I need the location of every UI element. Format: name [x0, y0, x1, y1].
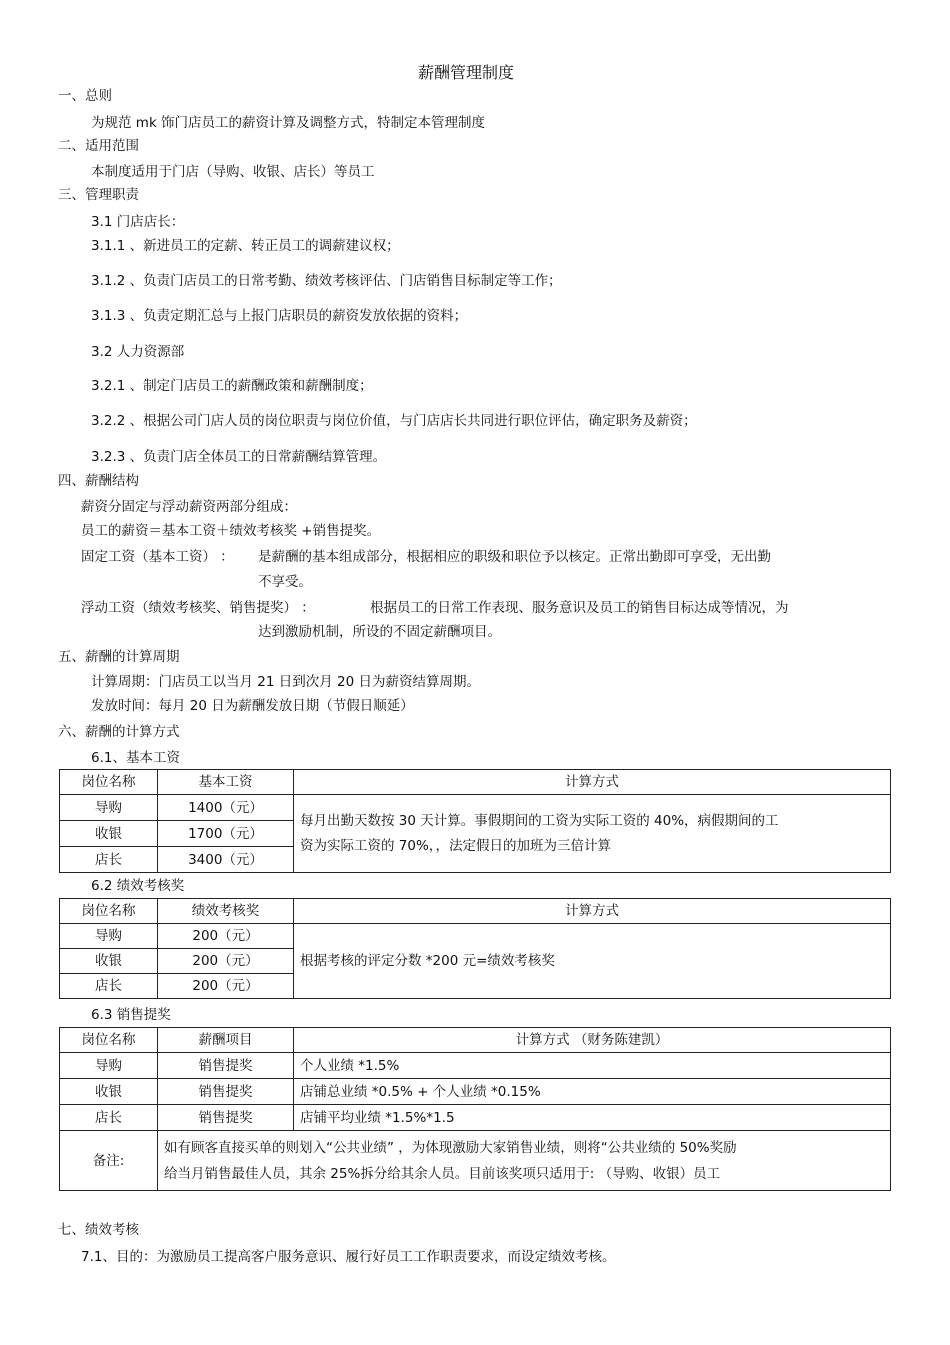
position-cell: 收银: [60, 1079, 158, 1105]
header-cell: 计算方式: [294, 899, 891, 924]
position-cell: 店长: [60, 1105, 158, 1131]
header-cell: 基本工资: [158, 770, 294, 795]
calc-method-cell: 个人业绩 *1.5%: [294, 1053, 891, 1079]
item-cell: 销售提奖: [158, 1053, 294, 1079]
note-label: 备注:: [60, 1131, 158, 1191]
fixed-wage-label: 固定工资（基本工资） ：: [81, 549, 234, 565]
floating-wage-text-2: 达到激励机制，所设的不固定薪酬项目。: [258, 624, 501, 640]
section-3-heading: 三、管理职责: [58, 187, 139, 203]
calc-method-cell: 店铺平均业绩 *1.5%*1.5: [294, 1105, 891, 1131]
table-row: [60, 1053, 891, 1079]
table-row: [60, 1079, 891, 1105]
section-3-2-2: 3.2.2 、根据公司门店人员的岗位职责与岗位价值，与门店店长共同进行职位评估，确定职务及薪资；: [91, 413, 697, 429]
section-1-heading: 一、总则: [58, 88, 112, 104]
section-1-text: 为规范 mk 饰门店员工的薪资计算及调整方式，特制定本管理制度: [91, 115, 486, 131]
section-5-heading: 五、薪酬的计算周期: [58, 649, 180, 665]
section-5-line-2: 发放时间：每月 20 日为薪酬发放日期（节假日顺延）: [91, 698, 414, 714]
section-3-2-1: 3.2.1 、制定门店员工的薪酬政策和薪酬制度；: [91, 378, 373, 394]
header-cell: 计算方式 （财务陈建凯）: [294, 1028, 891, 1053]
position-cell: 收银: [60, 949, 158, 974]
section-4-line-2: 员工的薪资＝基本工资＋绩效考核奖 +销售提奖。: [81, 523, 381, 539]
section-6-heading: 六、薪酬的计算方式: [58, 724, 180, 740]
floating-wage-text-1: 根据员工的日常工作表现、服务意识及员工的销售目标达成等情况，为: [370, 600, 789, 616]
section-3-2-3: 3.2.3 、负责门店全体员工的日常薪酬结算管理。: [91, 449, 387, 465]
table-header-row: [60, 770, 891, 795]
section-3-1-title: 3.1 门店店长：: [91, 214, 185, 230]
bonus-cell: 200（元）: [158, 949, 294, 974]
wage-cell: 1700（元）: [158, 821, 294, 847]
item-cell: 销售提奖: [158, 1079, 294, 1105]
note-row: [60, 1131, 891, 1191]
note-line: 给当月销售最佳人员，其余 25%拆分给其余人员。目前该奖项只适用于: （导购、收银）员工: [164, 1165, 721, 1182]
header-cell: 绩效考核奖: [158, 899, 294, 924]
fixed-wage-text-1: 是薪酬的基本组成部分，根据相应的职级和职位予以核定。正常出勤即可享受，无出勤: [258, 549, 771, 565]
wage-cell: 3400（元）: [158, 847, 294, 873]
section-4-heading: 四、薪酬结构: [58, 473, 139, 489]
wage-cell: 1400（元）: [158, 795, 294, 821]
calc-line: 资为实际工资的 70%，，法定假日的加班为三倍计算: [300, 837, 612, 854]
fixed-wage-text-2: 不享受。: [258, 574, 312, 590]
page-title: 薪酬管理制度: [418, 63, 515, 82]
position-cell: 店长: [60, 847, 158, 873]
section-3-1-1: 3.1.1 、新进员工的定薪、转正员工的调薪建议权；: [91, 238, 400, 254]
section-3-1-3: 3.1.3 、负责定期汇总与上报门店职员的薪资发放依据的资料；: [91, 308, 468, 324]
bonus-cell: 200（元）: [158, 924, 294, 949]
note-line: 如有顾客直接买单的则划入“公共业绩” ，为体现激励大家销售业绩，则将“公共业绩的 50%奖励: [164, 1139, 737, 1156]
section-4-line-1: 薪资分固定与浮动薪资两部分组成：: [81, 499, 297, 515]
calc-method-cell: 根据考核的评定分数 *200 元=绩效考核奖: [294, 924, 891, 999]
basic-wage-table: [59, 769, 891, 873]
table-header-row: [60, 899, 891, 924]
calc-line: 每月出勤天数按 30 天计算。事假期间的工资为实际工资的 40%，病假期间的工: [300, 812, 779, 829]
section-7-line-1: 7.1、目的：为激励员工提高客户服务意识、履行好员工工作职责要求，而设定绩效考核。: [81, 1249, 616, 1265]
table-1-caption: 6.1、基本工资: [91, 750, 180, 766]
item-cell: 销售提奖: [158, 1105, 294, 1131]
header-cell: 岗位名称: [60, 1028, 158, 1053]
position-cell: 店长: [60, 974, 158, 999]
performance-bonus-table: [59, 898, 891, 999]
header-cell: 计算方式: [294, 770, 891, 795]
header-cell: 岗位名称: [60, 899, 158, 924]
section-3-1-2: 3.1.2 、负责门店员工的日常考勤、绩效考核评估、门店销售目标制定等工作；: [91, 273, 562, 289]
section-7-heading: 七、绩效考核: [58, 1222, 139, 1238]
note-text-cell: [158, 1131, 891, 1191]
table-row: [60, 1105, 891, 1131]
table-header-row: [60, 1028, 891, 1053]
table-row: [60, 795, 891, 821]
section-3-2-title: 3.2 人力资源部: [91, 344, 185, 360]
position-cell: 导购: [60, 924, 158, 949]
header-cell: 岗位名称: [60, 770, 158, 795]
table-3-caption: 6.3 销售提奖: [91, 1007, 171, 1023]
section-5-line-1: 计算周期：门店员工以当月 21 日到次月 20 日为薪资结算周期。: [91, 674, 481, 690]
position-cell: 收银: [60, 821, 158, 847]
section-2-heading: 二、适用范围: [58, 138, 139, 154]
position-cell: 导购: [60, 795, 158, 821]
header-cell: 薪酬项目: [158, 1028, 294, 1053]
sales-commission-table: [59, 1027, 891, 1191]
bonus-cell: 200（元）: [158, 974, 294, 999]
calc-method-cell: [294, 795, 891, 873]
calc-method-cell: 店铺总业绩 *0.5% + 个人业绩 *0.15%: [294, 1079, 891, 1105]
floating-wage-label: 浮动工资（绩效考核奖、销售提奖） ：: [81, 600, 315, 616]
table-row: [60, 924, 891, 949]
table-2-caption: 6.2 绩效考核奖: [91, 878, 185, 894]
position-cell: 导购: [60, 1053, 158, 1079]
section-2-text: 本制度适用于门店（导购、收银、店长）等员工: [91, 164, 375, 180]
